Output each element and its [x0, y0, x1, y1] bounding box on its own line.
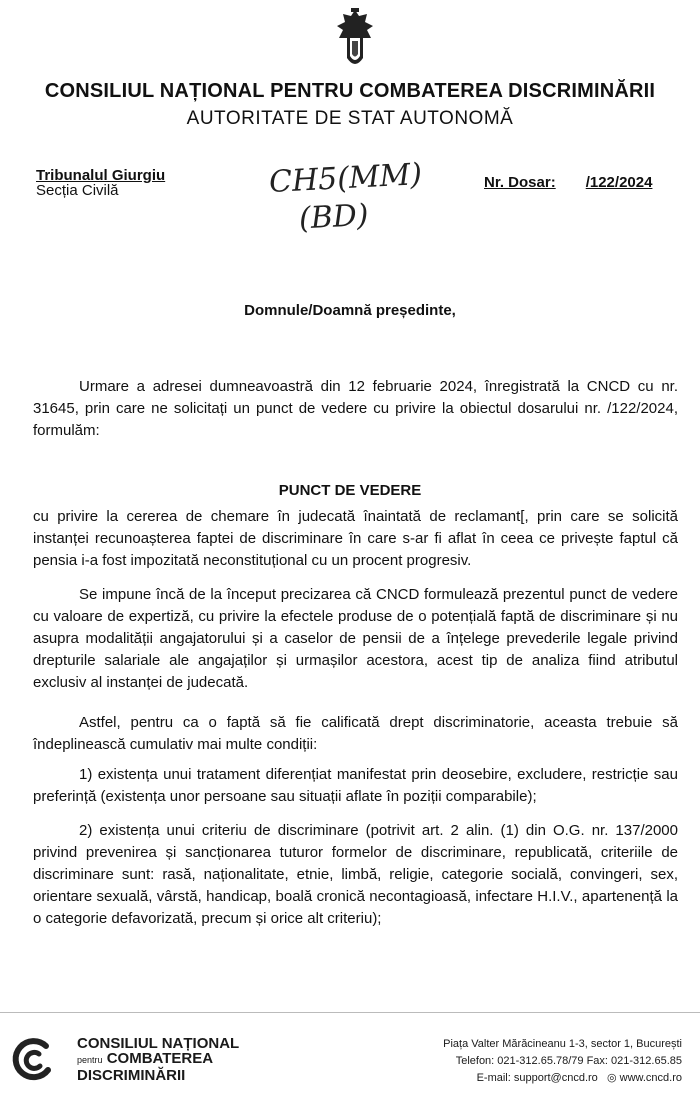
handwritten-note: [268, 156, 425, 240]
footer-logo-line-2: COMBATEREA: [106, 1050, 214, 1067]
section-heading: PUNCT DE VEDERE: [278, 482, 422, 499]
footer-logo-text: [77, 1036, 239, 1083]
handwritten-line-1: CH5(MM): [268, 157, 423, 201]
footer-divider: [0, 1012, 700, 1013]
court-section: Secția Civilă: [36, 182, 119, 199]
handwritten-line-2: (BD): [298, 197, 370, 237]
footer-logo-line-1: CONSILIUL NAȚIONAL: [77, 1035, 240, 1052]
case-number-label: Nr. Dosar:: [484, 174, 556, 191]
paragraph-1: cu privire la cererea de chemare în judecată înaintată de reclamant[, prin care se solicită instanței recunoașterea faptei de discriminare în care s-ar fi aflat în ceea ce privește faptul că pensia i-a fost impozitată neconstituțional cu un procent progresiv.: [33, 508, 678, 569]
footer-website: www.cncd.ro: [619, 1072, 682, 1084]
paragraph-3: Astfel, pentru ca o faptă să fie calificată drept discriminatorie, aceasta trebuie să îndeplinească cumulativ mai multe condiții:: [33, 714, 678, 753]
footer-contact: [443, 1036, 682, 1087]
institution-title: CONSILIUL NAȚIONAL PENTRU COMBATEREA DISCRIMINĂRII: [44, 80, 656, 102]
coat-of-arms-icon: [333, 8, 377, 74]
cncd-logo-icon: [8, 1036, 56, 1084]
salutation: Domnule/Doamnă președinte,: [244, 302, 456, 319]
footer-phone: Telefon: 021-312.65.78/79 Fax: 021-312.65.85: [455, 1055, 682, 1067]
intro-paragraph: Urmare a adresei dumneavoastră din 12 februarie 2024, înregistrată la CNCD cu nr. 31645, prin care ne solicitați un punct de vedere cu privire la obiectul dosarului nr. /122/2024, formulăm:: [33, 378, 678, 439]
institution-subtitle: AUTORITATE DE STAT AUTONOMĂ: [186, 108, 514, 129]
court-name: Tribunalul Giurgiu: [36, 167, 166, 184]
footer-logo-small: pentru: [77, 1055, 103, 1065]
paragraph-2: Se impune încă de la început precizarea că CNCD formulează prezentul punct de vedere cu valoare de expertiză, cu privire la efectele produse de o potențială faptă de discriminare și nu asupra modalității angajatorului și a caselor de pensii de a înțelege prevederile legale privind drepturile salariale ale angajaților și urmașilor acestora, acest tip de analiza fiind atributul exclusiv al instanței de judecată.: [33, 586, 678, 691]
footer-logo-line-3: DISCRIMINĂRII: [77, 1067, 186, 1084]
case-number-value: /122/2024: [585, 174, 653, 191]
globe-icon: ◎: [606, 1072, 617, 1084]
paragraph-4: 1) existența unui tratament diferențiat manifestat prin deosebire, excludere, restricție sau preferință (existența unor persoane sau situații aflate în poziții comparabile);: [33, 766, 678, 805]
paragraph-5: 2) existența unui criteriu de discriminare (potrivit art. 2 alin. (1) din O.G. nr. 137/2000 privind prevenirea și sancționarea tuturor formelor de discriminare, republicată, criteriile de discriminare sunt: rasă, naționalitate, etnie, limbă, religie, categorie socială, convingeri, sex, orientare sexuală, vârstă, handicap, boală cronică necontagioasă, infectare H.I.V., apartenență la o categorie defavorizată, precum și orice alt criteriu);: [33, 822, 678, 927]
footer-email: E-mail: support@cncd.ro: [476, 1072, 598, 1084]
footer-address: Piața Valter Mărăcineanu 1-3, sector 1, București: [443, 1038, 682, 1050]
case-number: [484, 174, 652, 191]
